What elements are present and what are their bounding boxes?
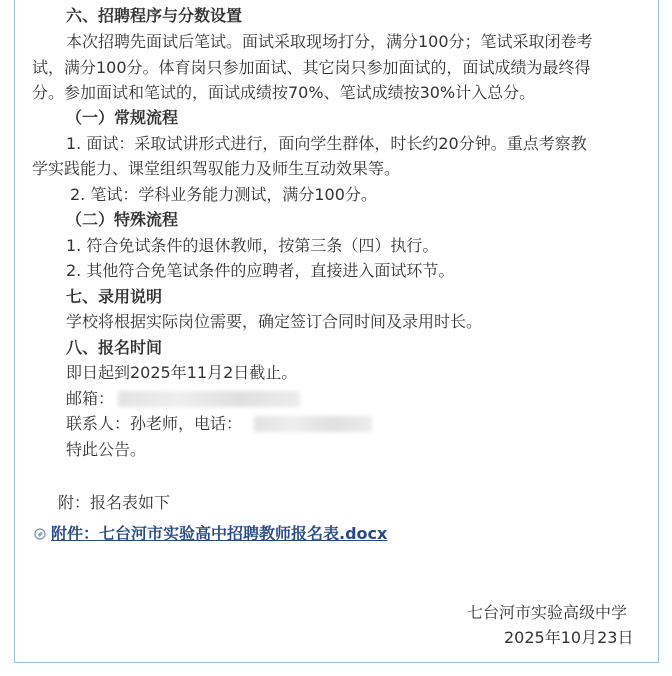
deadline-text: 即日起到2025年11月2日截止。	[66, 363, 298, 382]
section-8-heading: 八、报名时间	[66, 338, 163, 357]
email-redacted	[118, 391, 300, 407]
attachment-link[interactable]	[34, 521, 387, 547]
contact-label: 联系人：孙老师，电话：	[66, 414, 243, 433]
phone-redacted	[254, 416, 372, 432]
subsection-1-heading: （一）常规流程	[66, 108, 179, 127]
written-exam-item: 2. 笔试：学科业务能力测试，满分100分。	[70, 185, 377, 204]
email-label: 邮箱：	[66, 389, 115, 408]
section-6-heading: 六、招聘程序与分数设置	[66, 6, 243, 25]
closing-text: 特此公告。	[66, 440, 147, 459]
section-6-para-line-2: 试，满分100分。体育岗只参加面试、其它岗只参加面试的，面试成绩为最终得	[32, 58, 591, 77]
signature-org: 七台河市实验高级中学	[467, 603, 628, 622]
interview-item-line-2: 学实践能力、课堂组织驾驭能力及师生互动效果等。	[32, 159, 401, 178]
subsection-2-heading: （二）特殊流程	[66, 210, 179, 229]
section-7-heading: 七、录用说明	[66, 287, 163, 306]
interview-item-line-1: 1. 面试：采取试讲形式进行，面向学生群体，时长约20分钟。重点考察教	[66, 134, 587, 153]
section-7-text: 学校将根据实际岗位需要，确定签订合同时间及录用时长。	[66, 312, 483, 331]
special-item-2: 2. 其他符合免笔试条件的应聘者，直接进入面试环节。	[66, 261, 455, 280]
attachment-note: 附：报名表如下	[58, 493, 171, 512]
signature-date: 2025年10月23日	[504, 628, 634, 647]
attachment-link-text: 附件：七台河市实验高中招聘教师报名表.docx	[51, 524, 388, 543]
paperclip-icon	[34, 528, 46, 540]
special-item-1: 1. 符合免试条件的退休教师，按第三条（四）执行。	[66, 236, 439, 255]
section-6-para-line-1: 本次招聘先面试后笔试。面试采取现场打分，满分100分；笔试采取闭卷考	[66, 32, 593, 51]
section-6-para-line-3: 分。参加面试和笔试的，面试成绩按70%、笔试成绩按30%计入总分。	[32, 83, 536, 102]
